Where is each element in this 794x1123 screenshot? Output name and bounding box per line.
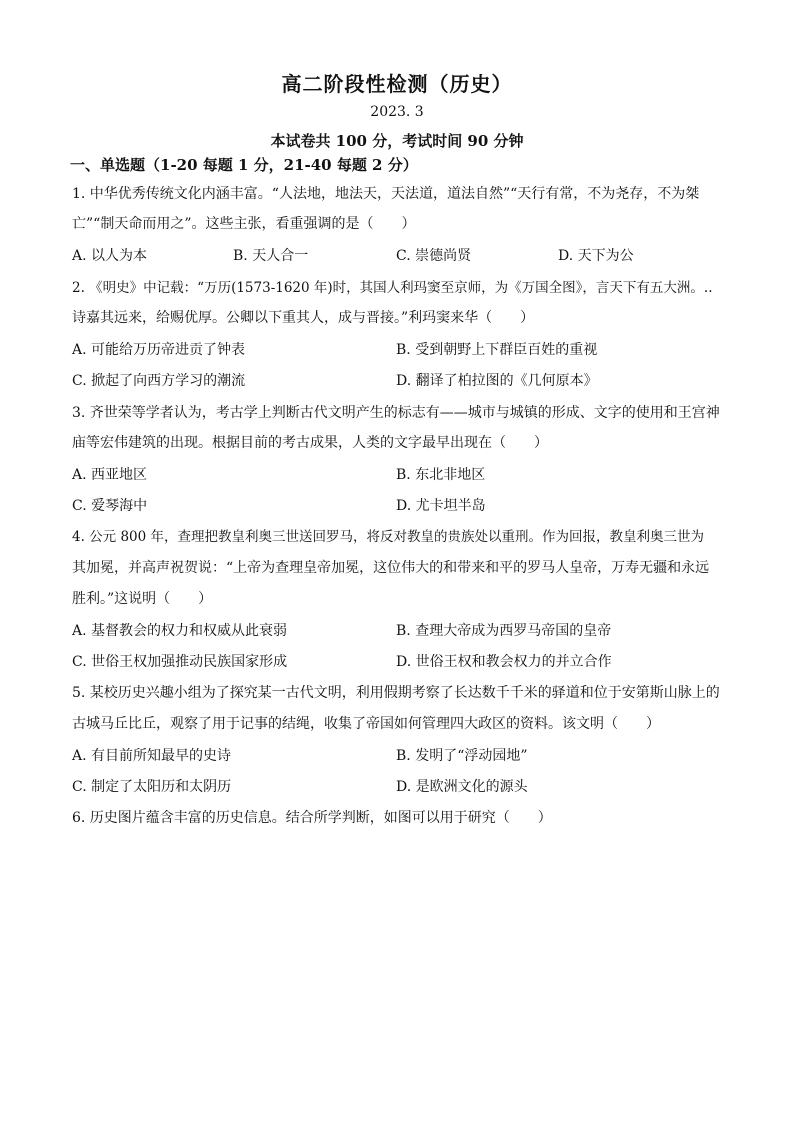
- question-5-option-d: D. 是欧洲文化的源头: [396, 779, 528, 795]
- question-4-option-b: B. 查理大帝成为西罗马帝国的皇帝: [396, 623, 612, 639]
- section-heading: 一、单选题（1-20 每题 1 分，21-40 每题 2 分）: [70, 156, 418, 174]
- question-3-option-a: A. 西亚地区: [72, 467, 148, 483]
- question-4-line-3: 胜利。”这说明（ ）: [72, 591, 213, 607]
- question-2-option-c: C. 掀起了向西方学习的潮流: [72, 373, 246, 389]
- question-4-option-c: C. 世俗王权加强推动民族国家形成: [72, 654, 288, 670]
- question-2-option-d: D. 翻译了柏拉图的《几何原本》: [396, 373, 598, 389]
- question-1-option-c: C. 崇德尚贤: [396, 248, 472, 264]
- question-2-option-a: A. 可能给万历帝进贡了钟表: [72, 342, 246, 358]
- question-1-option-b: B. 天人合一: [233, 248, 309, 264]
- question-5-option-c: C. 制定了太阳历和太阴历: [72, 779, 232, 795]
- exam-date: 2023. 3: [370, 104, 424, 120]
- question-2-line-1: 2. 《明史》中记载：“万历(1573-1620 年)时，其国人利玛窦至京师，为《万国全图》，言天下有五大洲。..: [72, 280, 713, 296]
- question-4-option-a: A. 基督教会的权力和权威从此衰弱: [72, 623, 288, 639]
- question-5-option-b: B. 发明了“浮动园地”: [396, 748, 528, 764]
- question-5-line-1: 5. 某校历史兴趣小组为了探究某一古代文明，利用假期考察了长达数千千米的驿道和位于安第斯山脉上的: [72, 685, 720, 701]
- question-3-option-b: B. 东北非地区: [396, 467, 486, 483]
- question-3-option-d: D. 尤卡坦半岛: [396, 498, 486, 514]
- exam-title: 高二阶段性检测（历史）: [281, 72, 513, 96]
- question-3-option-c: C. 爱琴海中: [72, 498, 148, 514]
- question-2-line-2: 诗嘉其远来，给赐优厚。公卿以下重其人，成与晋接。”利玛窦来华（ ）: [72, 310, 535, 326]
- question-1-option-a: A. 以人为本: [72, 248, 148, 264]
- question-5-line-2: 古城马丘比丘，观察了用于记事的结绳，收集了帝国如何管理四大政区的资料。该文明（ ）: [72, 716, 660, 732]
- question-4-line-1: 4. 公元 800 年，查理把教皇利奥三世送回罗马，将反对教皇的贵族处以重刑。作为回报，教皇利奥三世为: [72, 529, 705, 545]
- question-4-line-2: 其加冕，并高声祝贺说：“上帝为查理皇帝加冕，这位伟大的和带来和平的罗马人皇帝，万寿无疆和永远: [72, 560, 710, 576]
- question-1-line-1: 1. 中华优秀传统文化内涵丰富。“人法地，地法天，天法道，道法自然”“天行有常，不为尧存，不为桀: [72, 186, 700, 202]
- question-3-line-2: 庙等宏伟建筑的出现。根据目前的考古成果，人类的文字最早出现在（ ）: [72, 435, 548, 451]
- question-1-option-d: D. 天下为公: [558, 248, 634, 264]
- question-2-option-b: B. 受到朝野上下群臣百姓的重视: [396, 342, 598, 358]
- question-1-line-2: 亡”“制天命而用之”。这些主张，看重强调的是（ ）: [72, 216, 416, 232]
- question-4-option-d: D. 世俗王权和教会权力的并立合作: [396, 654, 612, 670]
- question-5-option-a: A. 有目前所知最早的史诗: [72, 748, 232, 764]
- question-6-line-1: 6. 历史图片蕴含丰富的历史信息。结合所学判断，如图可以用于研究（ ）: [72, 810, 552, 826]
- exam-meta: 本试卷共 100 分，考试时间 90 分钟: [270, 132, 524, 150]
- question-3-line-1: 3. 齐世荣等学者认为，考古学上判断古代文明产生的标志有——城市与城镇的形成、文字的使用和王宫神: [72, 405, 720, 421]
